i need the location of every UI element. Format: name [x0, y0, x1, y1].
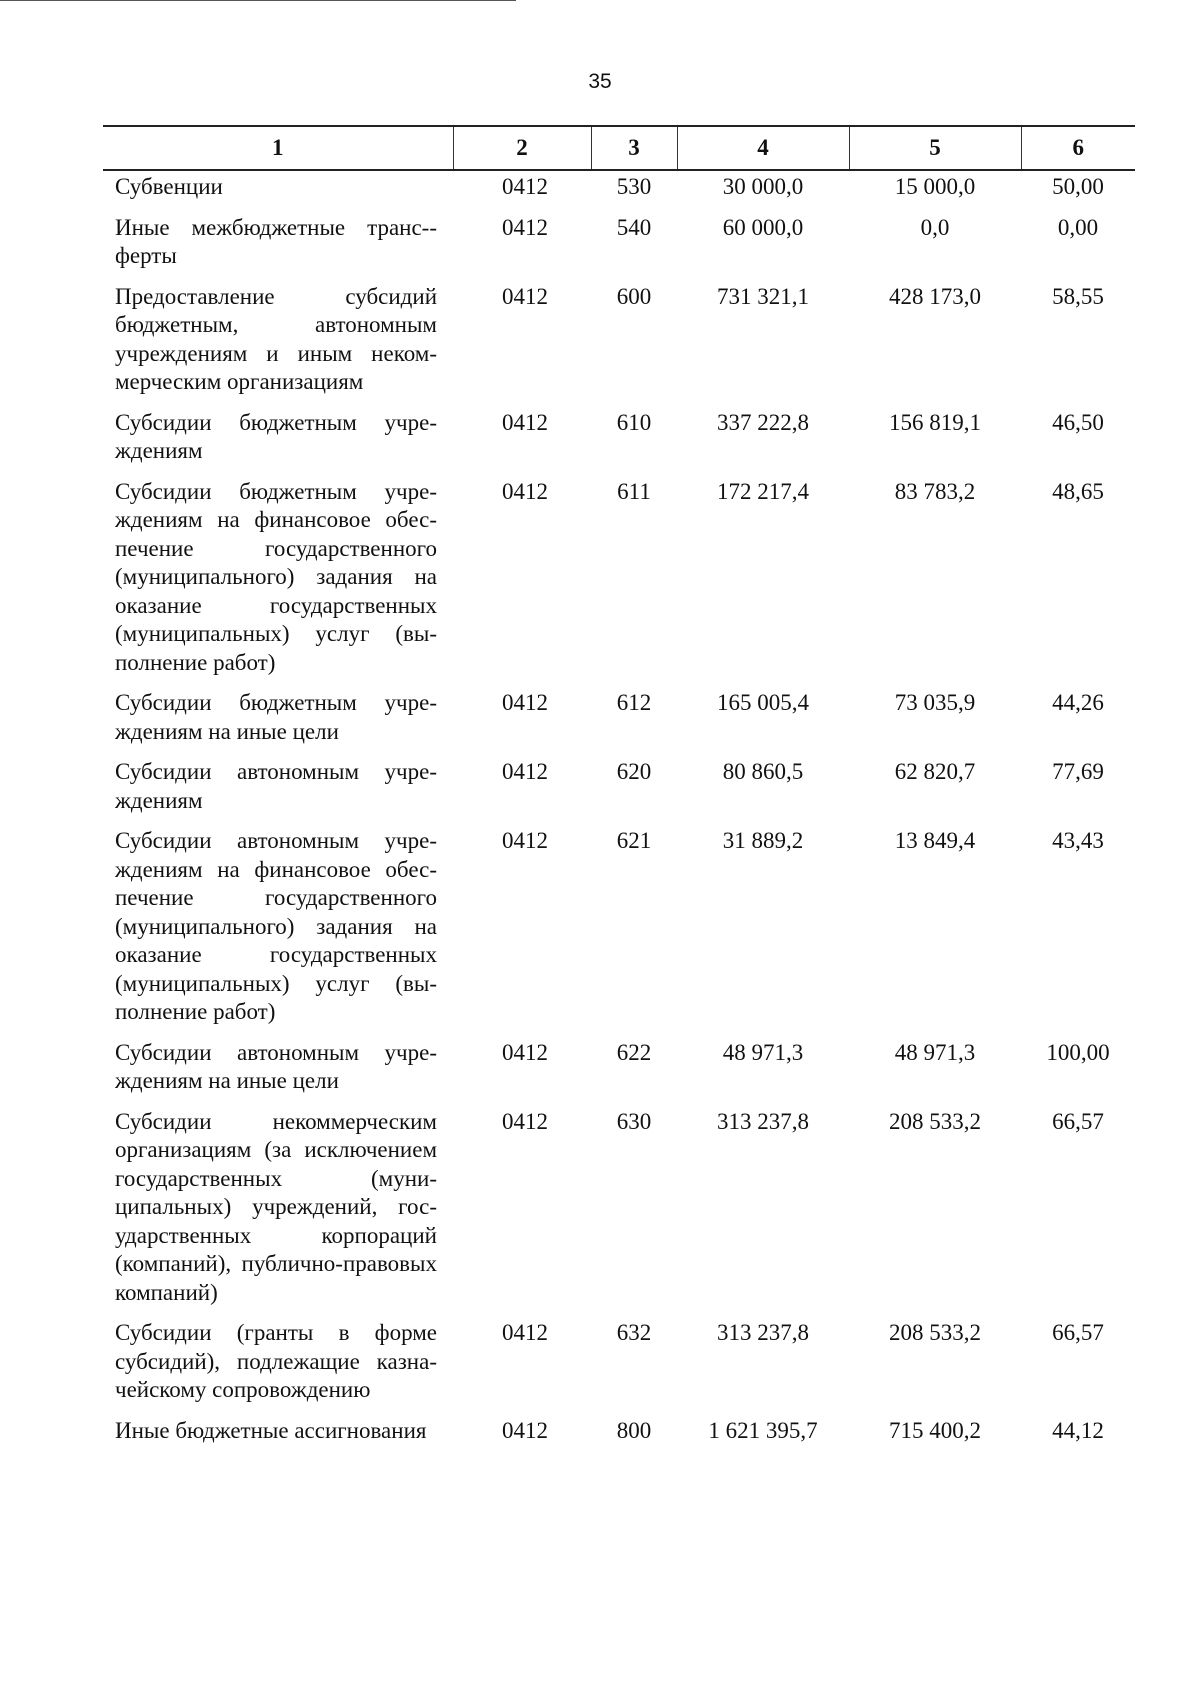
column-header-2: 2 — [453, 126, 591, 170]
actual-amount-cell: 208 533,2 — [889, 1320, 981, 1345]
planned-amount-cell: 165 005,4 — [717, 690, 809, 715]
section-code-cell: 0412 — [502, 828, 548, 853]
column-header-3: 3 — [591, 126, 677, 170]
item-name-cell: Субсидии автономным учреждениям на финансовое обеспечение государственного (муниципального) задания на оказание государственных (муниципальных) услуг (выполнение работ) — [115, 828, 437, 1024]
actual-amount-cell: 62 820,7 — [894, 759, 976, 784]
execution-percent-cell: 58,55 — [1052, 283, 1104, 309]
column-header-4: 4 — [677, 126, 849, 170]
expense-type-code-cell: 630 — [616, 1108, 652, 1134]
expense-type-code-cell: 540 — [616, 214, 652, 240]
section-code-cell: 0412 — [502, 174, 548, 199]
item-name-cell: Субвенции — [115, 174, 223, 199]
execution-percent-cell: 50,00 — [1052, 174, 1104, 199]
planned-amount-cell: 60 000,0 — [722, 214, 804, 240]
planned-amount-cell: 80 860,5 — [722, 759, 804, 784]
execution-percent-cell: 43,43 — [1052, 828, 1104, 853]
column-header-5: 5 — [849, 126, 1021, 170]
execution-percent-cell: 77,69 — [1052, 759, 1104, 784]
actual-amount-cell: 156 819,1 — [889, 409, 981, 435]
planned-amount-cell: 1 621 395,7 — [708, 1417, 818, 1443]
expense-type-code-cell: 611 — [617, 478, 651, 504]
actual-amount-cell: 715 400,2 — [889, 1417, 981, 1443]
actual-amount-cell: 15 000,0 — [894, 174, 976, 199]
expense-type-code-cell: 800 — [616, 1417, 652, 1443]
planned-amount-cell: 337 222,8 — [717, 409, 809, 435]
execution-percent-cell: 44,26 — [1052, 690, 1104, 715]
planned-amount-cell: 48 971,3 — [722, 1039, 804, 1065]
item-name-cell: Иные межбюджетные транс-ферты — [115, 214, 437, 268]
planned-amount-cell: 313 237,8 — [717, 1320, 809, 1345]
expense-type-code-cell: 622 — [616, 1039, 652, 1065]
table-row — [103, 212, 1135, 281]
item-name-cell: Субсидии бюджетным учреждениям — [115, 409, 437, 463]
actual-amount-cell: 73 035,9 — [894, 690, 976, 715]
table-row — [103, 170, 1135, 212]
section-code-cell: 0412 — [502, 1417, 548, 1443]
table-row — [103, 756, 1135, 825]
expense-type-code-cell: 600 — [616, 283, 652, 309]
table-header — [103, 126, 1135, 170]
section-code-cell: 0412 — [502, 283, 548, 309]
execution-percent-cell: 66,57 — [1052, 1320, 1104, 1345]
budget-table-grid — [103, 125, 1135, 1455]
execution-percent-cell: 100,00 — [1046, 1039, 1110, 1065]
item-name-cell: Субсидии бюджетным учреждениям на финансовое обеспечение государственного (муниципального) задания на оказание государственных (муниципальных) услуг (выполнение работ) — [115, 478, 437, 675]
table-row — [103, 1037, 1135, 1106]
header-row — [103, 126, 1135, 170]
actual-amount-cell: 0,0 — [920, 214, 950, 240]
item-name-cell: Субсидии бюджетным учреждениям на иные цели — [115, 690, 437, 744]
section-code-cell: 0412 — [502, 1320, 548, 1345]
planned-amount-cell: 731 321,1 — [717, 283, 809, 309]
actual-amount-cell: 48 971,3 — [894, 1039, 976, 1065]
section-code-cell: 0412 — [502, 214, 548, 240]
expense-type-code-cell: 620 — [616, 759, 652, 784]
table-row — [103, 407, 1135, 476]
column-header-1: 1 — [103, 126, 453, 170]
table-row — [103, 1317, 1135, 1415]
execution-percent-cell: 66,57 — [1052, 1108, 1104, 1134]
expense-type-code-cell: 530 — [616, 174, 652, 199]
item-name-cell: Субсидии (гранты в форме субсидий), подлежащие казначейскому сопровождению — [115, 1320, 437, 1402]
item-name-cell: Субсидии автономным учреждениям на иные цели — [115, 1039, 437, 1093]
item-name-cell: Предоставление субсидий бюджетным, автономным учреждениям и иным некоммерческим организациям — [115, 283, 437, 394]
execution-percent-cell: 48,65 — [1052, 478, 1104, 504]
item-name-cell: Субсидии автономным учреждениям — [115, 759, 437, 813]
section-code-cell: 0412 — [502, 1039, 548, 1065]
expense-type-code-cell: 632 — [616, 1320, 652, 1345]
planned-amount-cell: 30 000,0 — [722, 174, 804, 199]
column-header-6: 6 — [1021, 126, 1135, 170]
section-code-cell: 0412 — [502, 1108, 548, 1134]
planned-amount-cell: 172 217,4 — [717, 478, 809, 504]
execution-percent-cell: 0,00 — [1057, 214, 1099, 240]
page-number: 35 — [588, 70, 612, 93]
section-code-cell: 0412 — [502, 690, 548, 715]
section-code-cell: 0412 — [502, 409, 548, 435]
expense-type-code-cell: 621 — [616, 828, 652, 853]
top-border-line — [0, 0, 516, 1]
section-code-cell: 0412 — [502, 759, 548, 784]
expense-type-code-cell: 612 — [616, 690, 652, 715]
planned-amount-cell: 313 237,8 — [717, 1108, 809, 1134]
table-row — [103, 476, 1135, 688]
budget-table — [103, 125, 1135, 1455]
table-row — [103, 825, 1135, 1037]
table-row — [103, 1415, 1135, 1456]
table-body — [103, 170, 1135, 1455]
table-row — [103, 1106, 1135, 1318]
item-name-cell: Субсидии некоммерческим организациям (за исключением государственных (муниципальных) учреждений, государственных корпораций (компаний), публично-правовых компаний) — [115, 1108, 437, 1305]
expense-type-code-cell: 610 — [616, 409, 652, 435]
execution-percent-cell: 44,12 — [1052, 1417, 1104, 1443]
actual-amount-cell: 428 173,0 — [889, 283, 981, 309]
item-name-cell: Иные бюджетные ассигнования — [115, 1417, 427, 1443]
table-row — [103, 281, 1135, 407]
execution-percent-cell: 46,50 — [1052, 409, 1104, 435]
actual-amount-cell: 83 783,2 — [894, 478, 976, 504]
table-row — [103, 687, 1135, 756]
actual-amount-cell: 13 849,4 — [894, 828, 976, 853]
actual-amount-cell: 208 533,2 — [889, 1108, 981, 1134]
section-code-cell: 0412 — [502, 478, 548, 504]
planned-amount-cell: 31 889,2 — [722, 828, 804, 853]
